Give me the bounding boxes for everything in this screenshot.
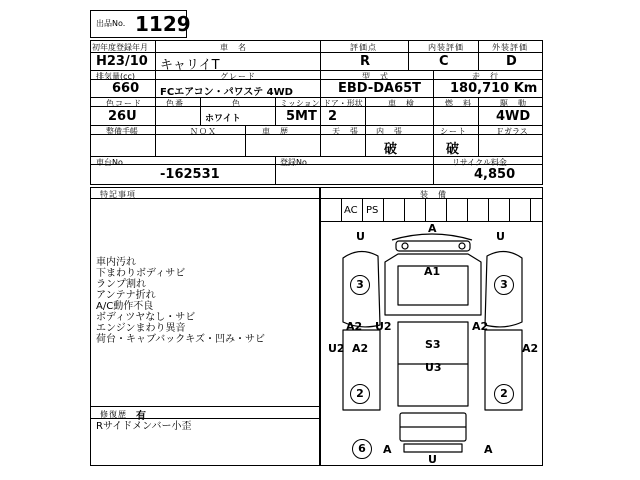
repair-history-header: 修復歴 bbox=[100, 410, 127, 419]
damage-code-bed-s3: S3 bbox=[425, 338, 441, 351]
exterior-value: D bbox=[506, 54, 517, 69]
door-shape-header: ドア・形状 bbox=[323, 99, 363, 108]
doors-value: 2 bbox=[328, 109, 338, 124]
damage-code-top: A bbox=[428, 222, 437, 235]
car-name-value: キャリイT bbox=[160, 58, 220, 73]
mission-value: 5MT bbox=[286, 109, 317, 124]
repair-note: Rサイドメンバー小歪 bbox=[96, 421, 192, 432]
equipment-ps: PS bbox=[366, 205, 379, 216]
reg-year-header: 初年度登録年月 bbox=[92, 43, 148, 52]
damage-code-right-front-3: 3 bbox=[494, 275, 514, 295]
damage-code-far-left-a2: A2 bbox=[352, 342, 369, 355]
color-no-header: 色番 bbox=[166, 99, 184, 108]
damage-code-right-rear-2: 2 bbox=[494, 384, 514, 404]
mileage-value: 180,710 Km bbox=[450, 81, 538, 96]
damage-code-bed-u3: U3 bbox=[425, 361, 442, 374]
damage-code-far-left-u2: U2 bbox=[328, 342, 345, 355]
mission-header: ミッション bbox=[280, 99, 320, 108]
damage-code-right-a2: A2 bbox=[472, 320, 489, 333]
interior-value: C bbox=[439, 54, 449, 69]
drive-value: 4WD bbox=[496, 109, 531, 124]
color-value: ホワイト bbox=[205, 114, 241, 124]
lot-label: 出品No. bbox=[96, 19, 126, 28]
interior-trim-header: 内 張 bbox=[376, 127, 403, 136]
equipment-header: 装 備 bbox=[420, 190, 447, 199]
recycle-fee-header: リサイクル料金 bbox=[452, 158, 507, 167]
damage-code-rear-6: 6 bbox=[352, 439, 372, 459]
interior-header: 内装評価 bbox=[428, 43, 464, 52]
color-code-value: 26U bbox=[108, 109, 137, 124]
damage-code-left-a2: A2 bbox=[346, 320, 363, 333]
inspection-header: 車 検 bbox=[388, 99, 415, 108]
model-header: 型 式 bbox=[362, 72, 389, 81]
remark-item: 車内汚れ bbox=[96, 257, 136, 268]
chassis-no-header: 車台No. bbox=[96, 158, 126, 167]
damage-code-left-rear-2: 2 bbox=[350, 384, 370, 404]
seat-header: シート bbox=[440, 127, 467, 136]
remarks-header: 特記事項 bbox=[100, 190, 136, 199]
remark-item: ボディツヤなし・サビ bbox=[96, 312, 196, 323]
damage-code-rear-right-a: A bbox=[484, 443, 493, 456]
fuel-header: 燃 料 bbox=[445, 99, 472, 108]
displacement-header: 排気量(cc) bbox=[96, 72, 136, 81]
displacement-value: 660 bbox=[112, 81, 140, 96]
registration-no-header: 登録No. bbox=[280, 158, 310, 167]
drive-header: 駆 動 bbox=[500, 99, 527, 108]
remarks-list bbox=[96, 257, 265, 345]
mileage-header: 走 行 bbox=[472, 72, 499, 81]
chassis-no-value: -162531 bbox=[160, 167, 220, 182]
nox-header: ＮＯＸ bbox=[190, 127, 217, 136]
color-header: 色 bbox=[232, 99, 241, 108]
grade-header: グレード bbox=[220, 72, 256, 81]
lot-number: 1129 bbox=[135, 12, 191, 36]
remark-item: 下まわりボディサビ bbox=[96, 268, 186, 279]
seat-value: 破 bbox=[446, 142, 460, 157]
score-value: R bbox=[360, 54, 371, 69]
damage-code-far-right-a2: A2 bbox=[522, 342, 539, 355]
score-header: 評価点 bbox=[350, 43, 377, 52]
grade-value: FCエアコン・パワステ 4WD bbox=[160, 87, 293, 98]
remark-item: ランプ割れ bbox=[96, 279, 146, 290]
damage-code-roof: A1 bbox=[424, 265, 441, 278]
remark-item: 荷台・キャブバックキズ・凹み・サビ bbox=[96, 334, 265, 345]
remark-item: A/C動作不良 bbox=[96, 301, 154, 312]
model-value: EBD-DA65T bbox=[338, 81, 422, 96]
car-name-header: 車 名 bbox=[220, 43, 247, 52]
maintenance-header: 整備手帳 bbox=[106, 127, 138, 136]
damage-code-rear-u: U bbox=[428, 453, 437, 466]
damage-code-right-front-u: U bbox=[496, 230, 505, 243]
sunroof-header: 天 張 bbox=[332, 127, 359, 136]
color-code-header: 色コード bbox=[106, 99, 142, 108]
exterior-header: 外装評価 bbox=[492, 43, 528, 52]
repair-history-value: 有 bbox=[136, 411, 146, 422]
equipment-ac: AC bbox=[344, 205, 358, 216]
reg-year-value: H23/10 bbox=[96, 54, 148, 69]
damage-code-left-front-u: U bbox=[356, 230, 365, 243]
glass-header: Ｆガラス bbox=[496, 127, 528, 136]
damage-code-left-front-3: 3 bbox=[350, 275, 370, 295]
recycle-fee-value: 4,850 bbox=[474, 167, 516, 182]
remark-item: エンジンまわり異音 bbox=[96, 323, 186, 334]
interior-trim-value: 破 bbox=[384, 142, 398, 157]
remark-item: アンテナ折れ bbox=[96, 290, 156, 301]
damage-code-left-u2: U2 bbox=[375, 320, 392, 333]
damage-code-rear-left-a: A bbox=[383, 443, 392, 456]
history-header: 車 歴 bbox=[262, 127, 289, 136]
